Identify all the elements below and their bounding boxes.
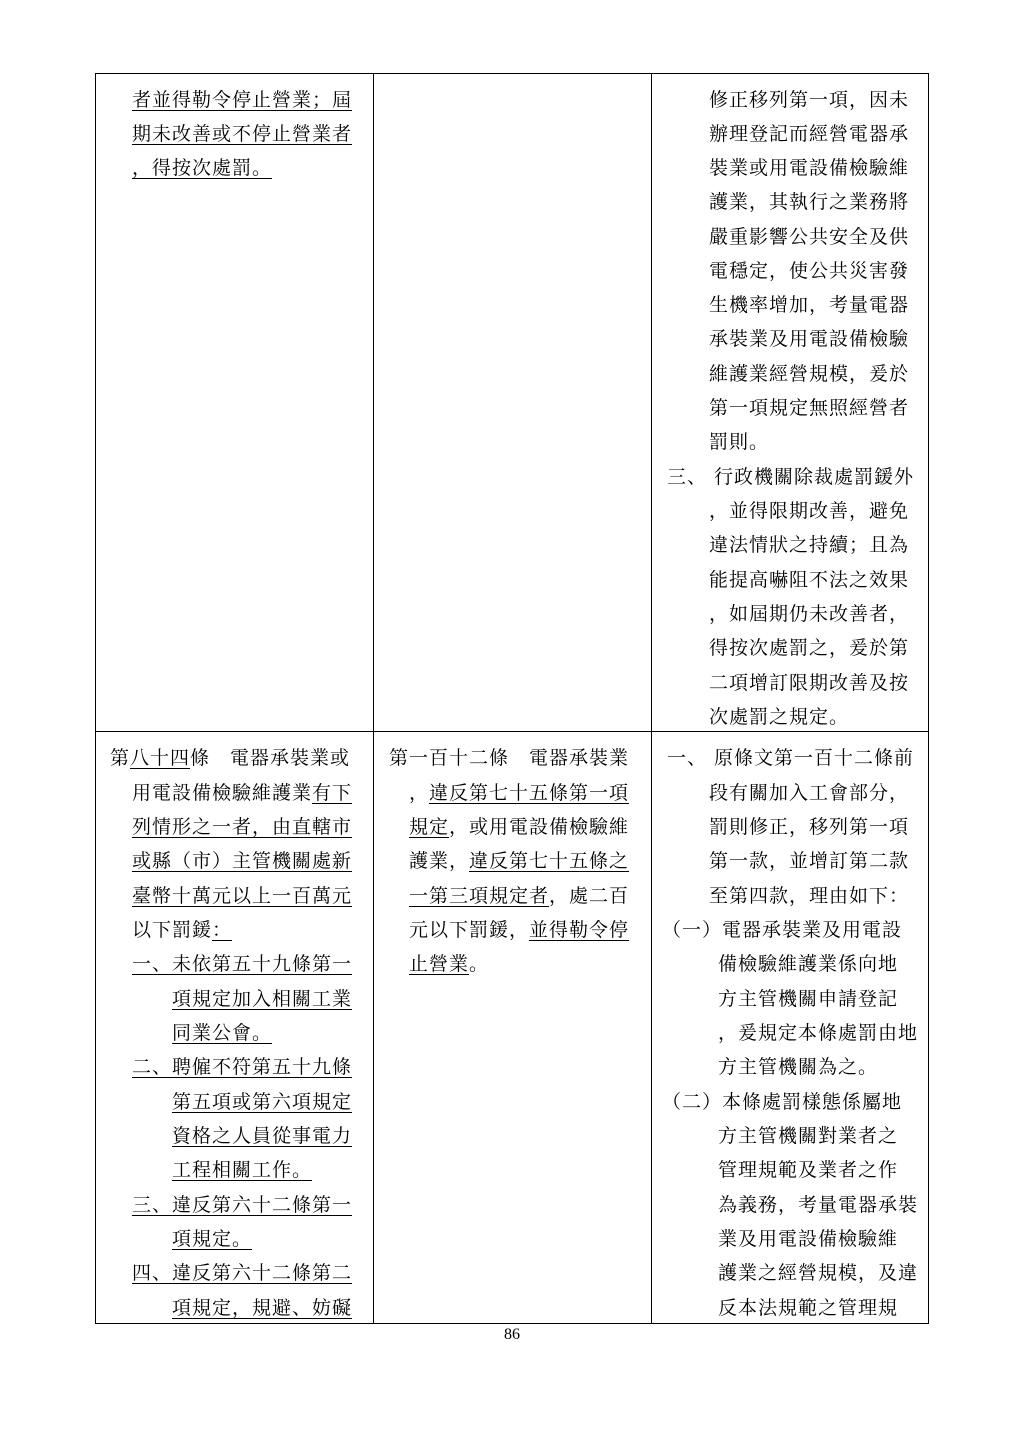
upper-explanation-line: 裝業或用電設備檢驗維 bbox=[709, 157, 910, 179]
column-divider bbox=[651, 74, 652, 1323]
upper-explanation-line: 修正移列第一項，因未 bbox=[709, 89, 910, 111]
explanation-line: 第一款，並增訂第二款 bbox=[709, 850, 910, 872]
current-article-line: 止營業。 bbox=[409, 953, 490, 975]
upper-explanation-line: ，如屆期仍未改善者， bbox=[709, 603, 910, 625]
amended-article-line: 列情形之一者，由直轄市 bbox=[132, 816, 353, 838]
explanation-line: 業及用電設備檢驗維 bbox=[718, 1228, 899, 1250]
explanation-line: 方主管機關申請登記 bbox=[718, 988, 899, 1010]
amended-article-line: 臺幣十萬元以上一百萬元 bbox=[132, 885, 353, 907]
upper-explanation-line: 承裝業及用電設備檢驗 bbox=[709, 328, 910, 350]
explanation-item: 一、 原條文第一百十二條前 bbox=[667, 747, 915, 769]
upper-amended-line: 者並得勒令停止營業；屆 bbox=[132, 89, 353, 111]
amended-article-line: 第八十四條 電器承裝業或 bbox=[110, 747, 351, 769]
upper-explanation-line: 二項增訂限期改善及按 bbox=[709, 672, 910, 694]
amended-article-line: 以下罰鍰： bbox=[132, 919, 233, 941]
amended-article-line: 第五項或第六項規定 bbox=[172, 1091, 353, 1113]
upper-explanation-line: ，並得限期改善，避免 bbox=[709, 500, 910, 522]
explanation-subitem: （一）電器承裝業及用電設 bbox=[662, 919, 903, 941]
amended-article-line: 或縣（市）主管機關處新 bbox=[132, 850, 353, 872]
upper-explanation-line: 得按次處罰之，爰於第 bbox=[709, 637, 910, 659]
current-article-line: 護業，違反第七十五條之 bbox=[409, 850, 630, 872]
amended-article-line: 資格之人員從事電力 bbox=[172, 1125, 353, 1147]
current-article-line: 第一百十二條 電器承裝業 bbox=[389, 747, 630, 769]
explanation-line: 管理規範及業者之作 bbox=[718, 1159, 899, 1181]
explanation-line: 段有關加入工會部分， bbox=[709, 782, 910, 804]
upper-amended-line: 期未改善或不停止營業者 bbox=[132, 123, 353, 145]
amended-article-line: 項規定，規避、妨礙 bbox=[172, 1297, 353, 1319]
amended-article-line: 項規定。 bbox=[172, 1228, 253, 1250]
amended-article-item: 二、聘僱不符第五十九條 bbox=[132, 1056, 353, 1078]
amended-article-line: 項規定加入相關工業 bbox=[172, 988, 353, 1010]
amended-article-item: 一、未依第五十九條第一 bbox=[132, 953, 353, 975]
explanation-subitem: （二）本條處罰樣態係屬地 bbox=[662, 1091, 903, 1113]
upper-explanation-line: 能提高嚇阻不法之效果 bbox=[709, 569, 910, 591]
column-divider bbox=[373, 74, 374, 1323]
explanation-line: 備檢驗維護業係向地 bbox=[718, 953, 899, 975]
comparison-table bbox=[95, 73, 929, 1324]
current-article-line: 一第三項規定者，處二百 bbox=[409, 885, 630, 907]
amended-article-line: 用電設備檢驗維護業有下 bbox=[132, 782, 353, 804]
explanation-line: 罰則修正，移列第一項 bbox=[709, 816, 910, 838]
upper-explanation-item: 三、 行政機關除裁處罰鍰外 bbox=[667, 466, 915, 488]
explanation-line: ，爰規定本條處罰由地 bbox=[718, 1022, 919, 1044]
upper-explanation-line: 護業，其執行之業務將 bbox=[709, 191, 910, 213]
amended-article-line: 同業公會。 bbox=[172, 1022, 273, 1044]
upper-explanation-line: 維護業經營規模，爰於 bbox=[709, 363, 910, 385]
explanation-line: 至第四款，理由如下： bbox=[709, 885, 910, 907]
explanation-line: 方主管機關對業者之 bbox=[718, 1125, 899, 1147]
explanation-line: 方主管機關為之。 bbox=[718, 1056, 879, 1078]
upper-explanation-line: 第一項規定無照經營者 bbox=[709, 397, 910, 419]
upper-explanation-line: 罰則。 bbox=[709, 431, 770, 453]
amended-article-item: 四、違反第六十二條第二 bbox=[132, 1262, 353, 1284]
upper-explanation-line: 嚴重影響公共安全及供 bbox=[709, 226, 910, 248]
amended-article-item: 三、違反第六十二條第一 bbox=[132, 1194, 353, 1216]
upper-explanation-line: 辦理登記而經營電器承 bbox=[709, 123, 910, 145]
upper-amended-line: ，得按次處罰。 bbox=[132, 157, 273, 179]
explanation-line: 護業之經營規模，及違 bbox=[718, 1262, 919, 1284]
amended-article-line: 工程相關工作。 bbox=[172, 1159, 313, 1181]
current-article-line: 元以下罰鍰，並得勒令停 bbox=[409, 919, 630, 941]
explanation-line: 反本法規範之管理規 bbox=[718, 1297, 899, 1319]
page-number: 86 bbox=[504, 1326, 520, 1343]
upper-explanation-line: 生機率增加，考量電器 bbox=[709, 294, 910, 316]
row-divider bbox=[96, 731, 928, 732]
upper-explanation-line: 次處罰之規定。 bbox=[709, 706, 850, 728]
upper-explanation-line: 違法情狀之持續；且為 bbox=[709, 534, 910, 556]
current-article-line: 規定，或用電設備檢驗維 bbox=[409, 816, 630, 838]
explanation-line: 為義務，考量電器承裝 bbox=[718, 1194, 919, 1216]
upper-explanation-line: 電穩定，使公共災害發 bbox=[709, 260, 910, 282]
current-article-line: ，違反第七十五條第一項 bbox=[409, 782, 630, 804]
